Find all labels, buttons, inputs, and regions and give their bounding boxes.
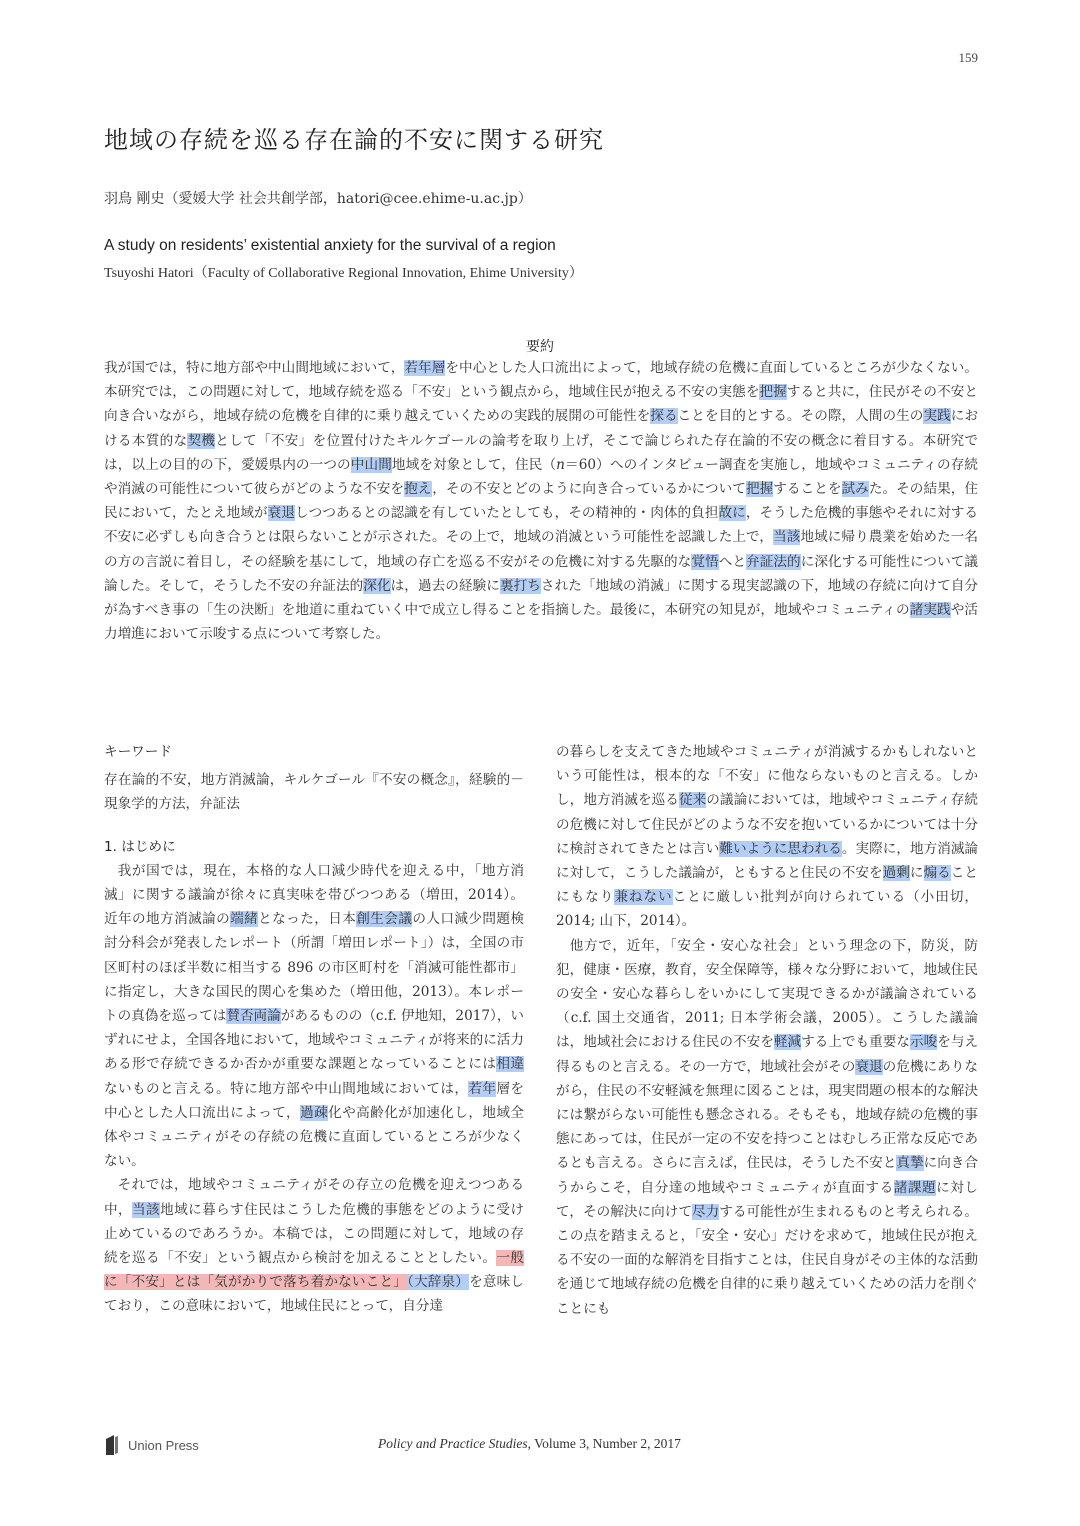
highlighted-text: 賛否両論	[226, 1008, 281, 1025]
text-run: の暮らしを支えてきた地域やコミュニティが消滅するかもしれないという可能性は，根本的な「不安」に他ならないものと言える。しかし，地方消滅を巡る	[556, 744, 978, 809]
text-run: 他方で，近年，「安全・安心な社会」という理念の下，防災，防犯，健康・医療，教育，安全保障等，様々な分野において，地域住民の安全・安心な暮らしをいかにして実現できるかが議論されている（c.f. 国土交通省，2011; 日本学術会議，2005）。こうした議論は，地域社会における住民の不安を	[556, 937, 978, 1051]
text-run: に対して，その解決に向けて	[556, 1179, 978, 1220]
highlighted-text: 創生会議	[356, 911, 413, 928]
author-english: Tsuyoshi Hatori（Faculty of Collaborative Regional Innovation, Ehime University）	[104, 266, 583, 281]
highlighted-text: 実践	[923, 408, 951, 425]
text-run: しつつあるとの認識を有していたとしても，その精神的・肉体的負担	[295, 505, 719, 522]
highlighted-text: 故に	[718, 505, 746, 522]
highlighted-text: 裏打ち	[499, 577, 541, 594]
text-run: ないものと言える。特に地方部や中山間地域においては，	[104, 1080, 469, 1097]
text-run: があるものの（c.f. 伊地知，2017），いずれにせよ，全国各地において，地域やコミュニティが将来的に活力ある形で存続できるか否かが重要な課題となっていることには	[104, 1008, 525, 1073]
highlighted-text: （大辞泉）	[407, 1274, 470, 1291]
text-run: の危機にありながら，住民の不安軽減を無理に図ることは，現実問題の根本的な解決には繋がらない可能性も懸念される。そもそも，地域存続の危機的事態にあっては，住民が一定の不安を持つことはむしろ正常な反応であるとも言える。さらに言えば，住民は，そうした不安と	[556, 1058, 978, 1172]
journal-volume: , Volume 3, Number 2, 2017	[527, 1436, 681, 1451]
highlighted-text: 探る	[650, 408, 678, 425]
body-paragraph-1	[104, 859, 524, 1174]
highlighted-text: 把握	[745, 481, 774, 498]
highlighted-text: 若年	[468, 1080, 497, 1097]
highlighted-text: 示唆	[909, 1034, 938, 1051]
highlighted-text: 端緒	[230, 911, 259, 928]
text-run: ，そうした危機的事態やそれに対する不安に必ずしも向き合うとは限らないことが示された。その上で，地域の消滅という可能性を認識した上で，	[104, 505, 979, 546]
abstract-text	[104, 356, 978, 646]
text-run: として「不安」を位置付けたキルケゴールの論考を取り上げ，そこで論じられた存在論的不安の概念に着目する。本研究では，以上の目的の下，愛媛県内の一つの	[104, 432, 978, 473]
text-run: された「地域の消滅」に関する現実認識の下，地域の存続に向けて自分が為すべき事の「生の決断」を地道に重ねていく中で成立し得ることを指摘した。最後に，本研究の知見が，地域やコミュニティの	[104, 577, 979, 619]
text-run: 化や高齢化が加速化し，地域全体やコミュニティがその存続の危機に直面しているところが少なくない。	[104, 1104, 525, 1170]
highlighted-text: 把握	[759, 384, 787, 401]
text-run: に向き合うからこそ，自分達の地域やコミュニティが直面する	[556, 1155, 979, 1196]
highlighted-text: 抱え	[404, 481, 433, 498]
highlighted-text: 煽る	[923, 865, 951, 882]
text-run: 我が国では，特に地方部や中山間地域において，	[104, 360, 405, 376]
highlighted-text: 難いように思われる	[719, 840, 842, 857]
body-paragraph-4	[556, 934, 978, 1321]
highlighted-text: 兼ねない	[614, 889, 673, 906]
keywords-text: 存在論的不安，地方消滅論，キルケゴール『不安の概念』，経験的－現象学的方法，弁証法	[104, 772, 524, 813]
keywords-heading: キーワード	[104, 744, 172, 760]
text-run: することを	[773, 481, 842, 498]
text-run: ことに厳しい批判が向けられている（小田切，2014; 山下，2014）。	[556, 889, 978, 930]
text-run: における本質的な	[104, 408, 979, 449]
text-run: の議論においては，地域やコミュニティ存続の危機に対して住民がどのような不安を抱いているかについては十分に検討されてきたとは言い	[556, 792, 979, 857]
highlighted-text: 相違	[496, 1056, 524, 1073]
text-run: n	[556, 456, 565, 473]
text-run: となった，日本	[258, 911, 357, 928]
text-run: を中心とした人口流出によって，地域存続の危機に直面しているところが少なくない。本研究では，この問題に対して，地域存続を巡る「不安」という観点から，地域住民が抱える不安の実態を	[104, 360, 978, 401]
text-run: 層を中心とした人口流出によって，	[104, 1080, 525, 1121]
highlighted-text: 覚悟	[691, 553, 719, 570]
text-run: それでは，地域やコミュニティがその存立の危機を迎えつつある中，	[104, 1177, 524, 1218]
text-run: や活力増進において示唆する点について考察した。	[104, 602, 979, 643]
text-run: 我が国では，現在，本格的な人口減少時代を迎える中，「地方消滅」に関する議論が徐々に真実味を帯びつつある（増田，2014）。近年の地方消滅論の	[104, 862, 524, 928]
text-run: ことにもなり	[556, 865, 979, 906]
text-run: 地域に帰り農業を始めた一名の方の言説に着目し，その経験を基にして，地域の存亡を巡る不安がその危機に対する先駆的な	[104, 529, 979, 570]
highlighted-text: 諸課題	[893, 1179, 937, 1196]
highlighted-text: 過疎	[300, 1104, 329, 1121]
highlighted-text: 過剰	[882, 865, 910, 882]
english-title: A study on residents’ existential anxiety for the survival of a region	[104, 237, 556, 254]
union-press-logo-icon	[104, 1434, 120, 1456]
body-paragraph-2	[104, 1173, 524, 1318]
page-number: 159	[958, 50, 978, 65]
highlighted-text: 試み	[841, 481, 869, 498]
highlighted-text: 諸実践	[909, 602, 951, 619]
highlighted-text: 当該	[773, 529, 801, 546]
text-run: を意味しており，この意味において，地域住民にとって，自分達	[104, 1274, 525, 1315]
text-run: ，その不安とどのように向き合っているかについて	[432, 481, 746, 498]
highlighted-text-red: 一般に「不安」とは「気がかりで落ち着かないこと」	[104, 1250, 524, 1291]
highlighted-text: 軽減	[773, 1034, 802, 1051]
highlighted-text: 真摯	[896, 1155, 924, 1172]
left-column	[104, 740, 524, 1319]
highlighted-text: 深化	[363, 577, 391, 594]
paper-title: 地域の存続を巡る存在論的不安に関する研究	[104, 126, 604, 154]
text-run: に	[909, 865, 924, 882]
journal-name: Policy and Practice Studies	[378, 1436, 528, 1451]
text-run: を与え得るものと言える。その一方で，地域社会がその	[556, 1034, 979, 1075]
body-paragraph-3	[556, 740, 978, 934]
journal-citation	[378, 1436, 681, 1452]
highlighted-text: 契機	[187, 432, 216, 449]
text-run: する上でも重要な	[801, 1034, 910, 1051]
text-run: へと	[718, 553, 747, 570]
text-run: すると共に，住民がその不安と向き合いながら，地域存続の危機を自律的に乗り越えていくための実践的展開の可能性を	[104, 384, 979, 425]
text-run: た。その結果，住民において，たとえ地域が	[104, 481, 979, 522]
right-column	[556, 740, 978, 1321]
text-run: は，過去の経験に	[390, 577, 500, 594]
text-run: 地域を対象として，住民（	[391, 456, 557, 473]
highlighted-text: 当該	[132, 1201, 161, 1218]
text-run: 。実際に，地方消滅論に対して，こうした議論が，ともすると住民の不安を	[556, 840, 979, 882]
abstract-heading: 要約	[526, 339, 554, 355]
highlighted-text: 若年層	[404, 360, 446, 376]
text-run: の人口減少問題検討分科会が発表したレポート（所謂「増田レポート」）は，全国の市区町村のほぼ半数に相当する 896 の市区町村を「消滅可能性都市」に指定し，大きな国民的関心を集めた（増田他，2013）。本レポートの真偽を巡っては	[104, 911, 525, 1025]
section-heading: 1. はじめに	[104, 838, 176, 855]
text-run: する可能性が生まれるものと考えられる。この点を踏まえると，「安全・安心」だけを求めて，地域住民が抱える不安の一面的な解消を目指すことは，住民自身がその主体的な活動を通じて地域存続の危機を自律的に乗り越えていくための活力を削ぐことにも	[556, 1203, 978, 1317]
highlighted-text: 衰退	[267, 505, 295, 522]
text-run: ＝60）へのインタビュー調査を実施し，地域やコミュニティの存続や消滅の可能性について彼らがどのような不安を	[104, 456, 979, 498]
highlighted-text: 尽力	[691, 1203, 720, 1220]
author-japanese: 羽鳥 剛史（愛媛大学 社会共創学部，hatori@cee.ehime-u.ac.jp）	[104, 191, 532, 207]
text-run: 地域に暮らす住民はこうした危機的事態をどのように受け止めているのであろうか。本稿では，この問題に対して，地域の存続を巡る「不安」という観点から検討を加えることとしたい。	[104, 1201, 525, 1267]
text-run: ことを目的とする。その際，人間の生の	[677, 408, 924, 425]
publisher-name: Union Press	[128, 1437, 199, 1453]
publisher-logo	[104, 1434, 199, 1456]
highlighted-text: 衰退	[855, 1058, 883, 1075]
highlighted-text: 弁証法的	[746, 553, 801, 570]
text-run: に深化する可能性について議論した。そして，そうした不安の弁証法的	[104, 553, 979, 594]
highlighted-text: 従来	[678, 792, 707, 809]
highlighted-text: 中山間	[350, 456, 392, 473]
